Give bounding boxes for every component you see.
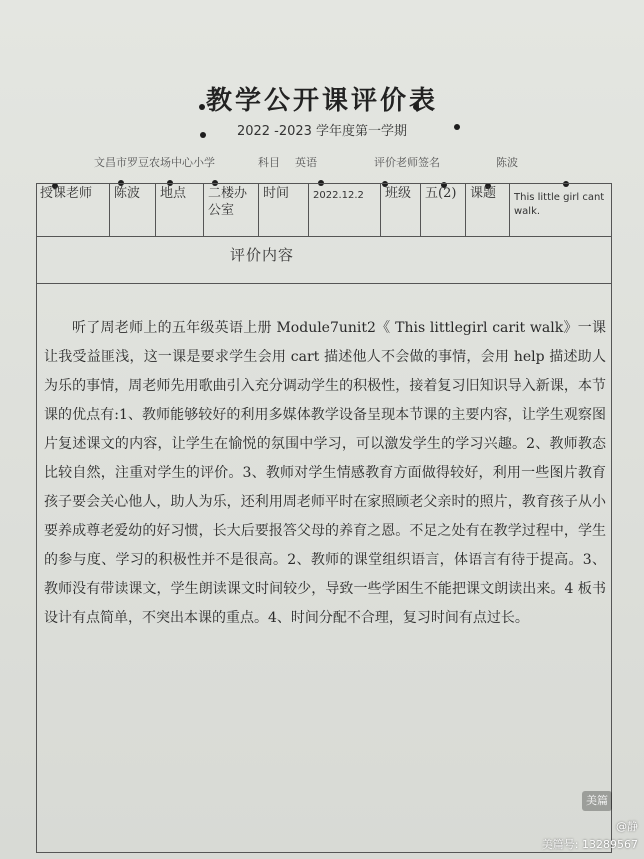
cell-location-label: 地点 [156,183,204,237]
cell-class-value: 五(2) [421,183,466,237]
document-title: 教学公开课评价表 [205,86,438,116]
school-name: 文昌市罗豆农场中心小学 [94,156,215,169]
cell-time-label: 时间 [259,183,309,237]
header-row [36,183,612,237]
cell-time-value: 2022.12.2 [309,183,381,237]
cell-teacher-label: 授课老师 [36,183,110,237]
watermark-user: @静 [616,820,638,833]
watermark-id: 美篇号: 13289567 [541,838,638,851]
cell-location-value: 二楼办公室 [204,183,259,237]
cell-teacher-value: 陈波 [110,183,156,237]
evaluator-value: 陈波 [496,156,518,169]
watermark-logo: 美篇 [582,791,612,811]
document-subtitle: 2022 -2023 学年度第一学期 [236,124,408,139]
subject-label: 科目 [258,156,280,169]
subject-value: 英语 [295,156,317,169]
section-divider [36,283,612,284]
cell-topic-value: This little girl cant walk. [514,192,605,217]
cell-topic-label: 课题 [466,183,510,237]
section-title: 评价内容 [230,246,295,264]
evaluator-label: 评价老师签名 [374,156,440,169]
cell-class-label: 班级 [381,183,421,237]
evaluation-content: 听了周老师上的五年级英语上册 Module7unit2《 This littlegirl carit walk》一课让我受益匪浅，这一课是要求学生会用 cart 描述他人不会做的事情，会用 help 描述助人为乐的事情，周老师先用歌曲引入充分调动学生的积极性，接着复习旧知识导入新课，本节课的优点有:1、教师能够较好的利用多媒体教学设备呈现本节课的主要内容，让学生观察图片复述课文的内容，让学生在愉悦的氛围中学习，可以激发学生的学习兴趣。2、教师教态比较自然，注重对学生的评价。3、教师对学生情感教育方面做得较好，利用一些图片教育孩子要会关心他人，助人为乐，还利用周老师平时在家照顾老父亲时的照片，教育孩子从小要养成尊老爱幼的好习惯，长大后要报答父母的养育之恩。不足之处有在教学过程中，学生的参与度、学习的积极性并不是很高。2、教师的课堂组织语言，体语言有待于提高。3、教师没有带读课文，学生朗读课文时间较少，导致一些学困生不能把课文朗读出来。4 板书设计有点简单，不突出本课的重点。4、时间分配不合理，复习时间有点过长。 [44,320,606,626]
